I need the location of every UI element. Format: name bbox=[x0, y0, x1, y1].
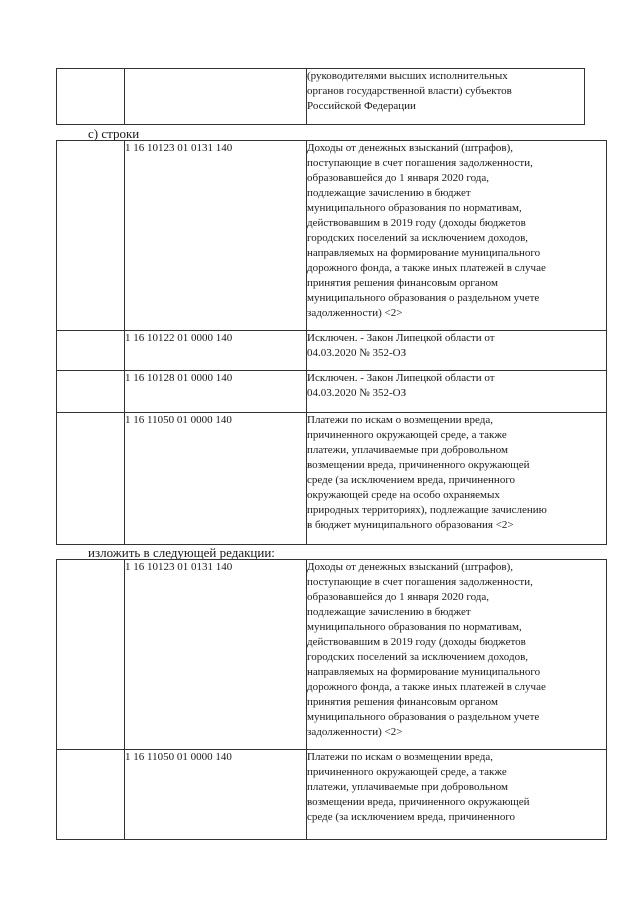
empty-cell bbox=[57, 371, 125, 413]
description-line: платежи, уплачиваемые при добровольном bbox=[307, 781, 509, 793]
table-row bbox=[57, 560, 607, 750]
description-line: причиненного окружающей среде, а также bbox=[307, 429, 507, 441]
description-line: задолженности) <2> bbox=[307, 726, 403, 738]
description-line: задолженности) <2> bbox=[307, 307, 403, 319]
description-line: Исключен. - Закон Липецкой области от bbox=[307, 372, 495, 384]
top-fragment-table bbox=[56, 68, 585, 125]
description-line: возмещении вреда, причиненного окружающей bbox=[307, 796, 530, 808]
description-cell bbox=[307, 371, 607, 413]
new-rows-table bbox=[56, 559, 607, 840]
description-line: Платежи по искам о возмещении вреда, bbox=[307, 414, 493, 426]
empty-cell bbox=[57, 750, 125, 840]
description-line: муниципального образования по нормативам, bbox=[307, 621, 522, 633]
code-cell: 1 16 11050 01 0000 140 bbox=[125, 413, 307, 545]
description-line: подлежащие зачислению в бюджет bbox=[307, 187, 471, 199]
description-line: Доходы от денежных взысканий (штрафов), bbox=[307, 561, 513, 573]
table-row bbox=[57, 141, 607, 331]
description-line: дорожного фонда, а также иных платежей в случае bbox=[307, 262, 546, 274]
table-row bbox=[57, 331, 607, 371]
description-cell bbox=[307, 69, 585, 125]
description-cell bbox=[307, 331, 607, 371]
description-line: среде (за исключением вреда, причиненного bbox=[307, 811, 516, 823]
empty-cell bbox=[125, 69, 307, 125]
empty-cell bbox=[57, 69, 125, 125]
empty-cell bbox=[57, 141, 125, 331]
description-line: действовавшим в 2019 году (доходы бюджетов bbox=[307, 636, 526, 648]
description-cell bbox=[307, 560, 607, 750]
description-line: образовавшейся до 1 января 2020 года, bbox=[307, 591, 489, 603]
description-line: городских поселений за исключением доходов, bbox=[307, 232, 529, 244]
code-cell: 1 16 10128 01 0000 140 bbox=[125, 371, 307, 413]
description-line: муниципального образования о раздельном учете bbox=[307, 292, 540, 304]
code-cell: 1 16 10123 01 0131 140 bbox=[125, 560, 307, 750]
description-line: подлежащие зачислению в бюджет bbox=[307, 606, 471, 618]
empty-cell bbox=[57, 413, 125, 545]
description-line: дорожного фонда, а также иных платежей в случае bbox=[307, 681, 546, 693]
empty-cell bbox=[57, 560, 125, 750]
description-line: поступающие в счет погашения задолженности, bbox=[307, 157, 533, 169]
description-line: органов государственной власти) субъектов bbox=[307, 85, 512, 97]
description-cell bbox=[307, 750, 607, 840]
code-cell: 1 16 11050 01 0000 140 bbox=[125, 750, 307, 840]
description-line: принятия решения финансовым органом bbox=[307, 277, 498, 289]
description-line: образовавшейся до 1 января 2020 года, bbox=[307, 172, 489, 184]
section-c-heading: с) строки bbox=[88, 126, 140, 141]
description-line: Доходы от денежных взысканий (штрафов), bbox=[307, 142, 513, 154]
description-line: поступающие в счет погашения задолженности, bbox=[307, 576, 533, 588]
description-line: в бюджет муниципального образования <2> bbox=[307, 519, 514, 531]
description-line: муниципального образования по нормативам, bbox=[307, 202, 522, 214]
description-line: окружающей среде на особо охраняемых bbox=[307, 489, 500, 501]
table-row bbox=[57, 413, 607, 545]
description-line: причиненного окружающей среде, а также bbox=[307, 766, 507, 778]
description-line: муниципального образования о раздельном учете bbox=[307, 711, 540, 723]
table-row bbox=[57, 371, 607, 413]
table-row bbox=[57, 69, 585, 125]
old-rows-table bbox=[56, 140, 607, 545]
description-line: возмещении вреда, причиненного окружающей bbox=[307, 459, 530, 471]
description-line: принятия решения финансовым органом bbox=[307, 696, 498, 708]
table-row bbox=[57, 750, 607, 840]
description-line: Российской Федерации bbox=[307, 100, 416, 112]
description-line: направляемых на формирование муниципального bbox=[307, 666, 541, 678]
description-line: Исключен. - Закон Липецкой области от bbox=[307, 332, 495, 344]
description-line: 04.03.2020 № 352-ОЗ bbox=[307, 387, 407, 399]
description-line: Платежи по искам о возмещении вреда, bbox=[307, 751, 493, 763]
description-line: городских поселений за исключением доходов, bbox=[307, 651, 529, 663]
description-cell bbox=[307, 413, 607, 545]
description-line: действовавшим в 2019 году (доходы бюджетов bbox=[307, 217, 526, 229]
empty-cell bbox=[57, 331, 125, 371]
new-edition-heading: изложить в следующей редакции: bbox=[88, 545, 275, 560]
description-line: 04.03.2020 № 352-ОЗ bbox=[307, 347, 407, 359]
description-line: платежи, уплачиваемые при добровольном bbox=[307, 444, 509, 456]
description-line: среде (за исключением вреда, причиненного bbox=[307, 474, 516, 486]
description-line: (руководителями высших исполнительных bbox=[307, 70, 508, 82]
description-cell bbox=[307, 141, 607, 331]
description-line: направляемых на формирование муниципального bbox=[307, 247, 541, 259]
code-cell: 1 16 10123 01 0131 140 bbox=[125, 141, 307, 331]
description-line: природных территориях), подлежащие зачислению bbox=[307, 504, 547, 516]
code-cell: 1 16 10122 01 0000 140 bbox=[125, 331, 307, 371]
